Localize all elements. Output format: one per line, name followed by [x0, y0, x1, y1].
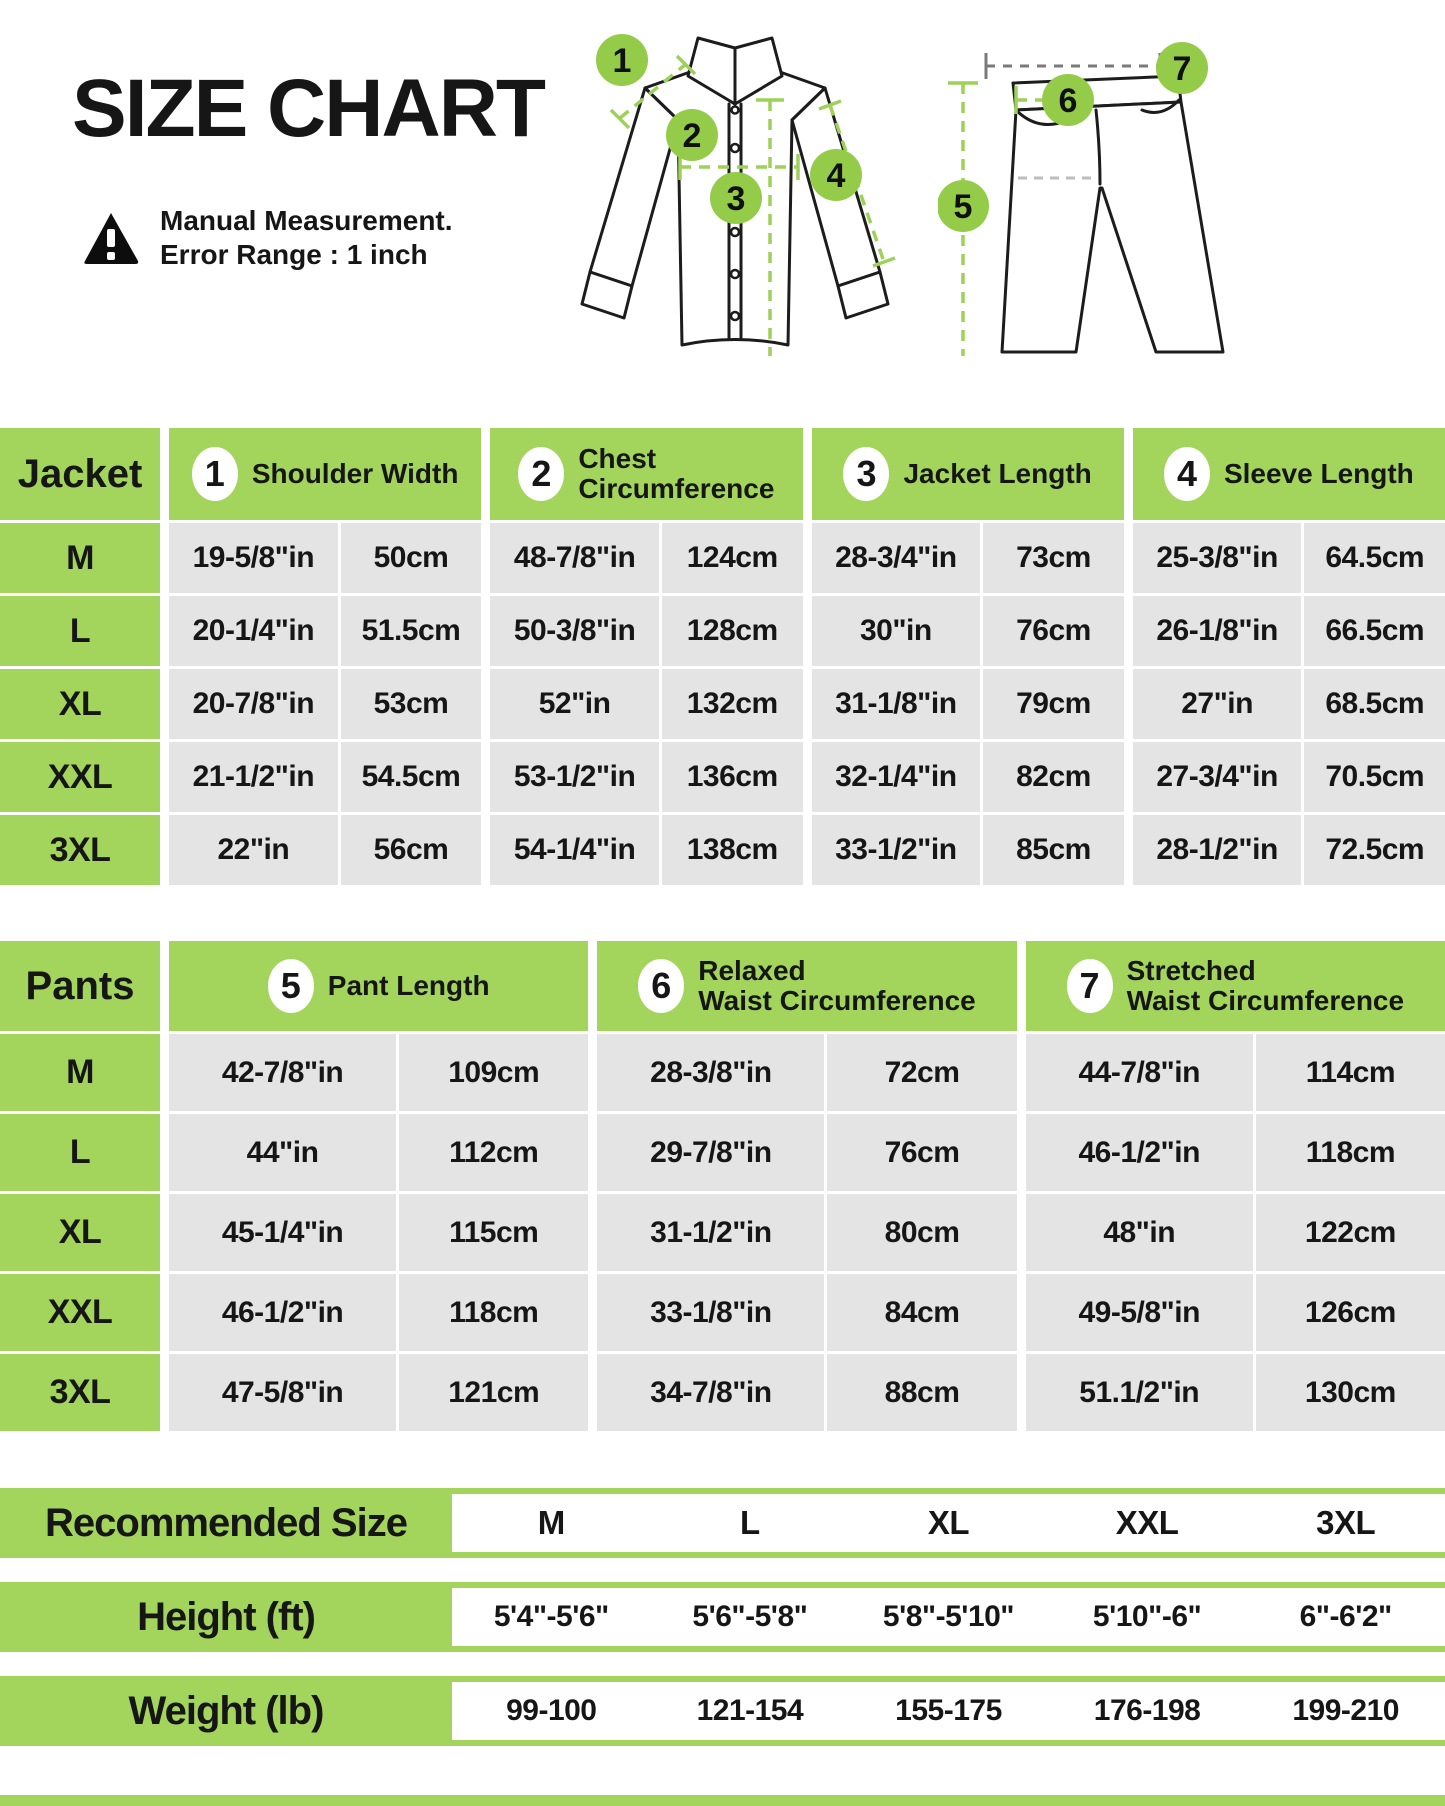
value-cell: 31-1/2"in: [597, 1194, 824, 1271]
size-label: 3XL: [0, 815, 160, 885]
value-cell: 45-1/4"in: [169, 1194, 396, 1271]
weight-value: 155-175: [895, 1694, 1002, 1727]
height-value: 5'10"-6": [1092, 1600, 1202, 1633]
value-cell: 138cm: [662, 815, 803, 885]
column-header-jacket-length: [812, 428, 1124, 520]
value-cell: 50-3/8"in: [490, 596, 659, 666]
column-label: Sleeve Length: [1223, 457, 1414, 489]
column-header-sleeve-length: [1133, 428, 1445, 520]
value-cell: 21-1/2"in: [169, 742, 338, 812]
value-cell: 84cm: [827, 1274, 1016, 1351]
value-cell: 33-1/2"in: [812, 815, 981, 885]
recommended-sizes: [452, 1494, 1445, 1552]
page-title: SIZE CHART: [72, 63, 544, 154]
jacket-row-xl: [0, 669, 1445, 739]
value-cell: 46-1/2"in: [169, 1274, 396, 1351]
value-cell: 28-3/4"in: [812, 523, 981, 593]
size-label: XXL: [0, 742, 160, 812]
size-label: L: [0, 1114, 160, 1191]
height-value: 6"-6'2": [1299, 1600, 1392, 1633]
height-values: [452, 1588, 1445, 1646]
column-header-relaxed-waist: 6 Relaxed Waist Circumference: [597, 941, 1016, 1031]
column-header-stretched-waist: 7 Stretched Waist Circumference: [1026, 941, 1445, 1031]
measure-badge-6-number: 6: [1058, 82, 1078, 120]
value-cell: 27-3/4"in: [1133, 742, 1302, 812]
value-cell: 19-5/8"in: [169, 523, 338, 593]
value-cell: 85cm: [983, 815, 1124, 885]
height-value: 5'8"-5'10": [882, 1600, 1015, 1633]
size-column-xl: XL: [927, 1504, 970, 1541]
value-cell: 56cm: [341, 815, 482, 885]
height-value: 5'6"-5'8": [692, 1600, 808, 1633]
value-cell: 20-1/4"in: [169, 596, 338, 666]
size-label: XXL: [0, 1274, 160, 1351]
value-cell: 72.5cm: [1304, 815, 1445, 885]
value-cell: 47-5/8"in: [169, 1354, 396, 1431]
jacket-row-l: [0, 596, 1445, 666]
pants-table-title: Pants: [0, 941, 160, 1031]
value-cell: 70.5cm: [1304, 742, 1445, 812]
value-cell: 79cm: [983, 669, 1124, 739]
value-cell: 128cm: [662, 596, 803, 666]
jacket-table: [0, 428, 1445, 885]
value-cell: 73cm: [983, 523, 1124, 593]
column-header-pant-length: [169, 941, 588, 1031]
column-label: Shoulder Width: [251, 457, 459, 489]
value-cell: 76cm: [827, 1114, 1016, 1191]
column-header-shoulder-width: [169, 428, 481, 520]
column-label: Chest: [578, 442, 657, 474]
value-cell: 48-7/8"in: [490, 523, 659, 593]
value-cell: 29-7/8"in: [597, 1114, 824, 1191]
value-cell: 51.5cm: [341, 596, 482, 666]
recommended-size-section: [0, 1488, 1445, 1746]
pants-table: [0, 941, 1445, 1431]
value-cell: 115cm: [399, 1194, 588, 1271]
measure-badge-2-number: 2: [682, 117, 702, 155]
weight-row: [0, 1676, 1445, 1746]
size-column-xxl: XXL: [1115, 1504, 1179, 1541]
value-cell: 44-7/8"in: [1026, 1034, 1253, 1111]
value-cell: 44"in: [169, 1114, 396, 1191]
size-label: XL: [0, 1194, 160, 1271]
column-number-badge-4: 4: [1164, 447, 1210, 501]
column-number-badge-6: 6: [638, 959, 684, 1013]
weight-value: 121-154: [696, 1694, 804, 1727]
note-line1: Manual Measurement.: [160, 205, 453, 236]
column-number-badge-3: 3: [843, 447, 889, 501]
value-cell: 48"in: [1026, 1194, 1253, 1271]
column-header-chest-circumference: 2 Chest Circumference: [490, 428, 802, 520]
value-cell: 122cm: [1256, 1194, 1445, 1271]
value-cell: 42-7/8"in: [169, 1034, 396, 1111]
column-number-badge-1: 1: [192, 447, 238, 501]
value-cell: 54-1/4"in: [490, 815, 659, 885]
value-cell: 126cm: [1256, 1274, 1445, 1351]
pants-row-3xl: [0, 1354, 1445, 1431]
header-section: [0, 0, 1445, 426]
weight-value: 99-100: [506, 1694, 597, 1727]
value-cell: 130cm: [1256, 1354, 1445, 1431]
column-number-badge-7: 7: [1067, 959, 1113, 1013]
column-label: Jacket Length: [903, 457, 1092, 489]
value-cell: 26-1/8"in: [1133, 596, 1302, 666]
value-cell: 88cm: [827, 1354, 1016, 1431]
bottom-accent-bar: [0, 1795, 1445, 1806]
weight-value: 199-210: [1292, 1694, 1399, 1727]
value-cell: 25-3/8"in: [1133, 523, 1302, 593]
value-cell: 28-3/8"in: [597, 1034, 824, 1111]
weight-values: [452, 1682, 1445, 1740]
pants-row-m: [0, 1034, 1445, 1111]
value-cell: 136cm: [662, 742, 803, 812]
value-cell: 28-1/2"in: [1133, 815, 1302, 885]
weight-label: Weight (lb): [128, 1688, 324, 1733]
pants-header-row: [0, 941, 1445, 1031]
size-label: L: [0, 596, 160, 666]
size-label: M: [0, 523, 160, 593]
value-cell: 109cm: [399, 1034, 588, 1111]
height-row: [0, 1582, 1445, 1652]
jacket-row-xxl: [0, 742, 1445, 812]
value-cell: 46-1/2"in: [1026, 1114, 1253, 1191]
jacket-row-3xl: [0, 815, 1445, 885]
recommended-size-row: [0, 1488, 1445, 1558]
value-cell: 82cm: [983, 742, 1124, 812]
value-cell: 27"in: [1133, 669, 1302, 739]
value-cell: 64.5cm: [1304, 523, 1445, 593]
measure-badge-1-number: 1: [612, 42, 632, 80]
size-label: XL: [0, 669, 160, 739]
value-cell: 53cm: [341, 669, 482, 739]
measure-badge-4-number: 4: [826, 157, 846, 195]
value-cell: 32-1/4"in: [812, 742, 981, 812]
value-cell: 68.5cm: [1304, 669, 1445, 739]
value-cell: 34-7/8"in: [597, 1354, 824, 1431]
jacket-header-row: [0, 428, 1445, 520]
value-cell: 50cm: [341, 523, 482, 593]
size-label: M: [0, 1034, 160, 1111]
value-cell: 72cm: [827, 1034, 1016, 1111]
value-cell: 112cm: [399, 1114, 588, 1191]
value-cell: 51.1/2"in: [1026, 1354, 1253, 1431]
column-label: Pant Length: [327, 969, 490, 1001]
recommended-size-label: Recommended Size: [45, 1500, 407, 1545]
column-label: Stretched: [1126, 954, 1256, 986]
value-cell: 52"in: [490, 669, 659, 739]
jacket-row-m: [0, 523, 1445, 593]
warning-icon: [82, 211, 140, 265]
measurement-note: [82, 204, 453, 272]
pants-row-xl: [0, 1194, 1445, 1271]
measure-badge-7-number: 7: [1172, 50, 1192, 88]
pants-row-xxl: [0, 1274, 1445, 1351]
value-cell: 118cm: [399, 1274, 588, 1351]
value-cell: 80cm: [827, 1194, 1016, 1271]
measure-badge-5-number: 5: [953, 188, 973, 226]
value-cell: 54.5cm: [341, 742, 482, 812]
value-cell: 53-1/2"in: [490, 742, 659, 812]
value-cell: 124cm: [662, 523, 803, 593]
size-column-l: L: [740, 1504, 760, 1541]
size-column-3xl: 3XL: [1316, 1504, 1376, 1541]
shirt-illustration: [560, 20, 910, 360]
pants-illustration: [938, 38, 1238, 358]
value-cell: 22"in: [169, 815, 338, 885]
column-label: Relaxed: [698, 954, 806, 986]
column-number-badge-2: 2: [518, 447, 564, 501]
height-label: Height (ft): [137, 1594, 315, 1639]
value-cell: 20-7/8"in: [169, 669, 338, 739]
size-column-m: M: [537, 1504, 565, 1541]
jacket-table-title: Jacket: [0, 428, 160, 520]
value-cell: 30"in: [812, 596, 981, 666]
value-cell: 31-1/8"in: [812, 669, 981, 739]
value-cell: 76cm: [983, 596, 1124, 666]
column-number-badge-5: 5: [268, 959, 314, 1013]
value-cell: 121cm: [399, 1354, 588, 1431]
value-cell: 132cm: [662, 669, 803, 739]
height-value: 5'4"-5'6": [493, 1600, 609, 1633]
value-cell: 66.5cm: [1304, 596, 1445, 666]
value-cell: 33-1/8"in: [597, 1274, 824, 1351]
measure-badge-3-number: 3: [726, 180, 746, 218]
note-line2: Error Range : 1 inch: [160, 239, 428, 271]
pants-row-l: [0, 1114, 1445, 1191]
size-label: 3XL: [0, 1354, 160, 1431]
value-cell: 114cm: [1256, 1034, 1445, 1111]
weight-value: 176-198: [1093, 1694, 1201, 1727]
value-cell: 118cm: [1256, 1114, 1445, 1191]
value-cell: 49-5/8"in: [1026, 1274, 1253, 1351]
